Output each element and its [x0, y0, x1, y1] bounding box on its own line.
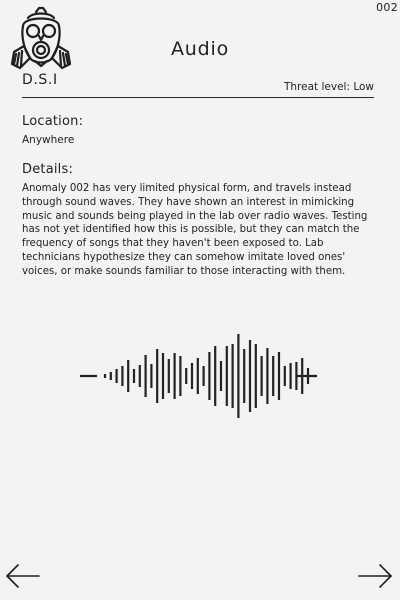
arrow-right-icon[interactable] [356, 561, 394, 591]
details-text: Anomaly 002 has very limited physical form, and travels instead through sound waves. They have shown an interest in mimicking music and sounds being played in the lab over radio waves. Testing has not yet identified how this is possible, but they can match the frequency of songs that they haven't been exposed to. Lab technicians hypothesize they can somehow imitate loved ones' voices, or make sounds familiar to those interacting with them. [22, 183, 368, 277]
location-label: Location: [22, 114, 84, 129]
location-value: Anywhere [22, 134, 75, 146]
arrow-left-icon[interactable] [4, 561, 42, 591]
page-title: Audio [170, 38, 229, 60]
page-number: 002 [376, 1, 398, 14]
details-label: Details: [22, 162, 74, 177]
organization-name: D.S.I [22, 72, 58, 88]
threat-level: Threat level: Low [283, 81, 374, 93]
header-divider [22, 97, 374, 98]
sound-wave-graphic [75, 330, 325, 422]
